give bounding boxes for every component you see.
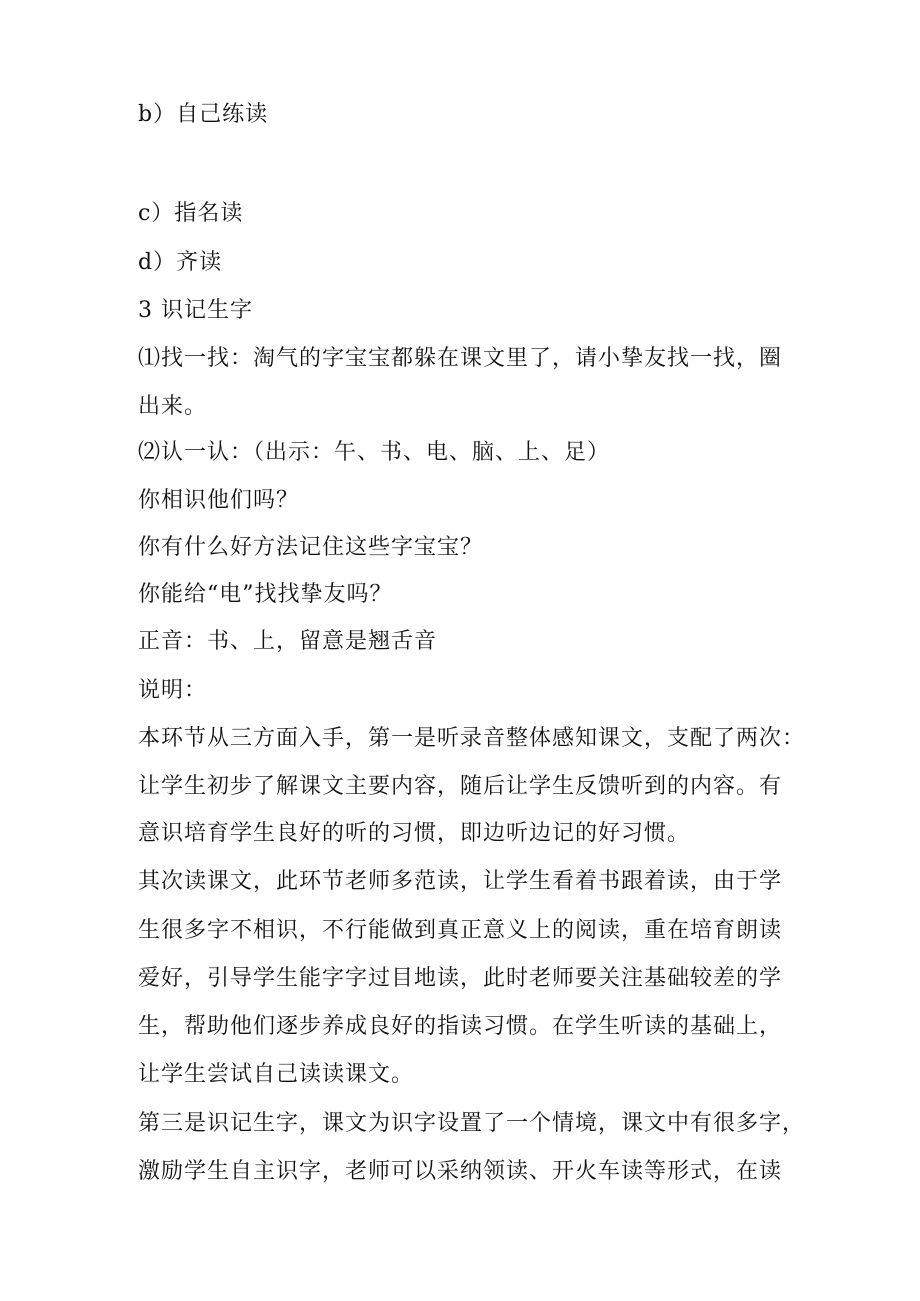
paragraph-line: 让学生初步了解课文主要内容，随后让学生反馈听到的内容。有 xyxy=(138,774,783,799)
paragraph-line: 其次读课文，此环节老师多范读，让学生看着书跟着读，由于学 xyxy=(138,869,783,894)
text-line: d）齐读 xyxy=(138,250,223,275)
text-line: 正音：书、上，留意是翘舌音 xyxy=(138,629,438,654)
text-line: 你能给“电”找找挚友吗？ xyxy=(138,582,393,607)
paragraph-line: 生，帮助他们逐步养成良好的指读习惯。在学生听读的基础上， xyxy=(138,1014,783,1039)
text-line: 你相识他们吗？ xyxy=(138,488,300,513)
paragraph-line: 生很多字不相识，不行能做到真正意义上的阅读，重在培育朗读 xyxy=(138,918,783,943)
text-line: ⑵认一认：（出示：午、书、电、脑、上、足） xyxy=(138,440,611,465)
paragraph-line: 激励学生自主识字，老师可以采纳领读、开火车读等形式，在读 xyxy=(138,1159,783,1184)
paragraph-line: 第三是识记生字，课文为识字设置了一个情境，课文中有很多字， xyxy=(138,1111,806,1136)
paragraph-line: 意识培育学生良好的听的习惯，即边听边记的好习惯。 xyxy=(138,821,691,846)
text-line: 出来。 xyxy=(138,394,208,419)
section-heading: 3 识记生字 xyxy=(138,298,253,323)
paragraph-line: 让学生尝试自己读读课文。 xyxy=(138,1062,415,1087)
text-line: ⑴找一找：淘气的字宝宝都躲在课文里了，请小挚友找一找，圈 xyxy=(138,346,783,371)
text-line: 说明： xyxy=(138,678,208,703)
text-line: 你有什么好方法记住这些字宝宝？ xyxy=(138,535,484,560)
text-line: c）指名读 xyxy=(138,201,244,226)
text-line: b）自己练读 xyxy=(138,102,269,127)
paragraph-line: 爱好，引导学生能字字过目地读，此时老师要关注基础较差的学 xyxy=(138,966,783,991)
paragraph-line: 本环节从三方面入手，第一是听录音整体感知课文，支配了两次： xyxy=(138,726,806,751)
